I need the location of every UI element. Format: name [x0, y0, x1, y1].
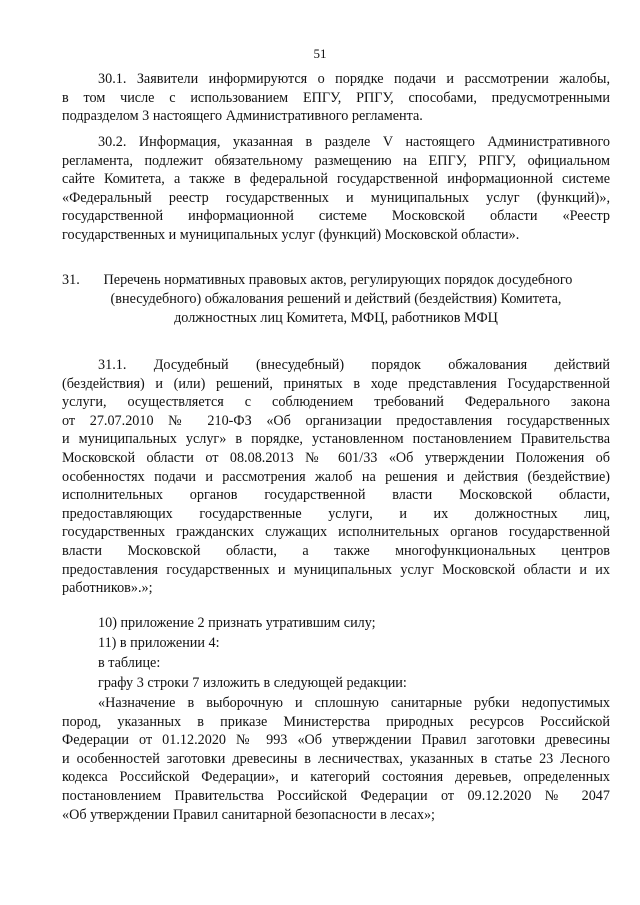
text-line: подразделом 3 настоящего Административного регламента.: [62, 108, 423, 125]
item-line: в таблице:: [98, 655, 161, 671]
text-line: постановлением Правительства Российской Федерации от 09.12.2020 № 2047: [62, 787, 610, 804]
text-line: (бездействия) и (или) решений, принятых в ходе представления Государственной: [62, 375, 610, 392]
item-line: 10) приложение 2 признать утратившим силу;: [98, 615, 376, 631]
page-number: 51: [313, 46, 327, 61]
heading-line: должностных лиц Комитета, МФЦ, работников МФЦ: [174, 310, 498, 326]
text-line: власти Московской области, а также многофункциональных центров: [62, 542, 610, 559]
heading-line: (внесудебного) обжалования решений и действий (бездействия) Комитета,: [110, 291, 562, 307]
text-line: «Назначение в выборочную и сплошную санитарные рубки недопустимых: [98, 695, 610, 711]
section-31-heading: [62, 271, 610, 328]
text-line: и муниципальных услуг» в порядке, установленном постановлением Правительства: [62, 431, 610, 448]
text-line: пород, указанных в приказе Министерства природных ресурсов Российской: [62, 713, 610, 730]
text-line: «Федеральный реестр государственных и муниципальных услуг (функций)»,: [62, 189, 610, 206]
text-line: исполнительных органов государственной власти Московской области,: [62, 487, 610, 504]
paragraph-quote: [62, 694, 610, 824]
text-line: регламента, подлежит обязательному размещению на ЕПГУ, РПГУ, официальном: [62, 152, 610, 169]
text-line: 30.1. Заявители информируются о порядке подачи и рассмотрении жалобы,: [98, 71, 610, 87]
text-line: Федерации от 01.12.2020 № 993 «Об утверждении Правил заготовки древесины: [62, 732, 610, 749]
text-line: и особенностей заготовки древесины в лесничествах, указанных в статье 23 Лесного: [62, 750, 610, 767]
text-line: государственных гражданских служащих исполнительных органов государственной: [62, 524, 610, 541]
paragraph-30-2: [62, 133, 610, 245]
text-line: особенностях подачи и рассмотрения жалоб на решения и действия (бездействие): [62, 468, 610, 485]
text-line: сайте Комитета, а также в федеральной государственной информационной системе: [62, 171, 610, 188]
text-line: 31.1. Досудебный (внесудебный) порядок обжалования действий: [98, 357, 610, 373]
text-line: Московской области от 08.08.2013 № 601/33 «Об утверждении Положения об: [62, 449, 610, 466]
item-line: 11) в приложении 4:: [98, 635, 220, 651]
text-line: в том числе с использованием ЕПГУ, РПГУ, способами, предусмотренными: [62, 89, 610, 106]
text-line: кодекса Российской Федерации», и категорий состояния деревьев, определенных: [62, 769, 610, 786]
text-line: 30.2. Информация, указанная в разделе V настоящего Административного: [98, 134, 610, 150]
text-line: от 27.07.2010 № 210-ФЗ «Об организации предоставления государственных: [62, 412, 610, 429]
heading-line: [62, 271, 610, 290]
section-number: 31.: [62, 272, 80, 288]
text-line: услуги, осуществляется с соблюдением требований Федерального закона: [62, 394, 610, 411]
text-line: «Об утверждении Правил санитарной безопасности в лесах»;: [62, 806, 435, 823]
item-line: графу 3 строки 7 изложить в следующей редакции:: [98, 675, 407, 691]
paragraph-31-1: [62, 356, 610, 598]
text-line: предоставления государственных и муниципальных услуг Московской области и их: [62, 561, 610, 578]
text-line: работников».»;: [62, 580, 153, 597]
text-line: государственной информационной системе Московской области «Реестр: [62, 208, 610, 225]
paragraph-30-1: [62, 70, 610, 126]
text-line: предоставляющих государственные услуги, и их должностных лиц,: [62, 505, 610, 522]
heading-text: Перечень нормативных правовых актов, регулирующих порядок досудебного: [103, 272, 573, 288]
text-line: государственных и муниципальных услуг (функций) Московской области».: [62, 226, 520, 243]
